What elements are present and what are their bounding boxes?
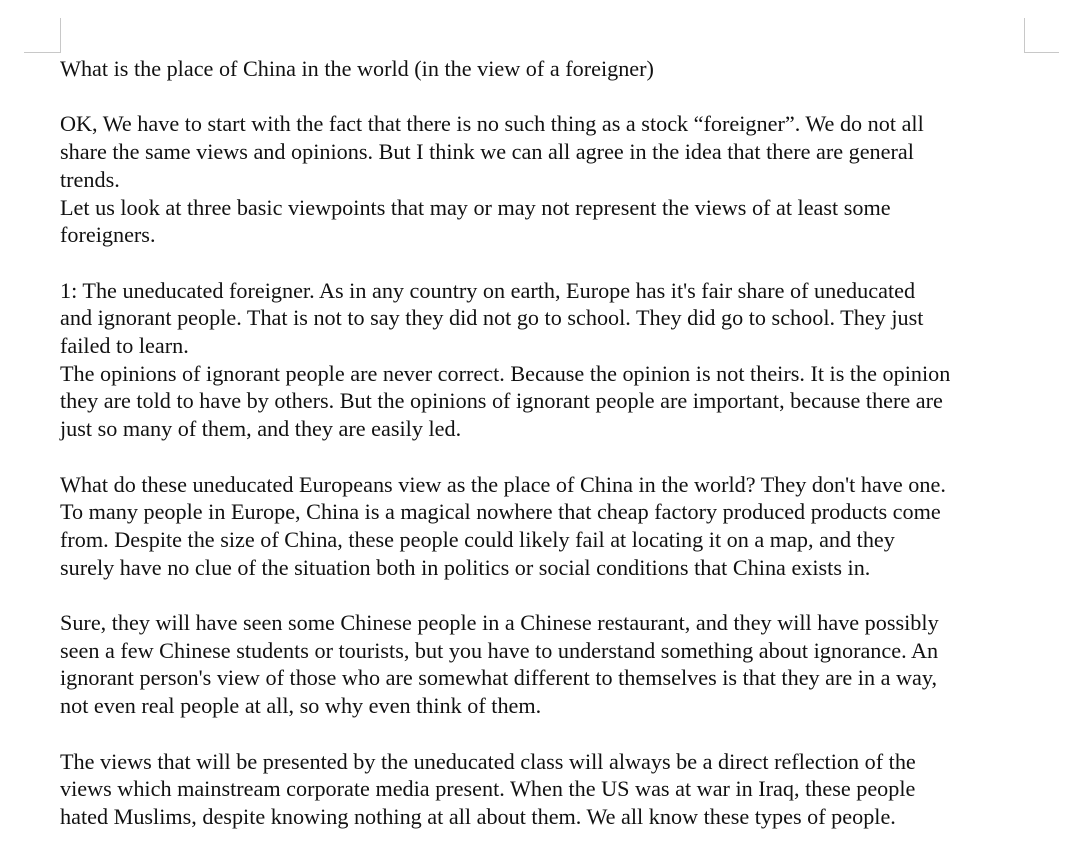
text-line: What do these uneducated Europeans view as the place of China in the world? They don't have one. — [60, 471, 946, 497]
text-line: trends. — [60, 166, 120, 192]
text-line: share the same views and opinions. But I think we can all agree in the idea that there are general — [60, 139, 914, 165]
paragraph — [60, 360, 1028, 443]
text-line: seen a few Chinese students or tourists, but you have to understand something about ignorance. An — [60, 637, 939, 663]
document-body[interactable] — [60, 55, 1028, 831]
paragraph — [60, 471, 1028, 582]
text-line: surely have no clue of the situation both in politics or social conditions that China exists in. — [60, 554, 871, 580]
text-line: and ignorant people. That is not to say they did not go to school. They did go to school. They just — [60, 305, 924, 331]
blank-line — [60, 249, 1028, 277]
text-line: not even real people at all, so why even think of them. — [60, 693, 542, 719]
paragraph — [60, 194, 1028, 249]
text-line: failed to learn. — [60, 333, 189, 358]
blank-line — [60, 720, 1028, 748]
blank-line — [60, 443, 1028, 471]
text-line: from. Despite the size of China, these people could likely fail at locating it on a map, and they — [60, 526, 895, 552]
text-line: just so many of them, and they are easily led. — [60, 416, 462, 442]
paragraph — [60, 609, 1028, 720]
paragraph — [60, 277, 1028, 360]
text-line: ignorant person's view of those who are somewhat different to themselves is that they are in a way, — [60, 665, 938, 691]
text-line: Sure, they will have seen some Chinese people in a Chinese restaurant, and they will have possibly — [60, 610, 939, 635]
text-line: Let us look at three basic viewpoints that may or may not represent the views of at least some — [60, 194, 891, 220]
margin-corner-top-left — [24, 18, 61, 53]
text-line: The views that will be presented by the uneducated class will always be a direct reflection of the — [60, 748, 916, 774]
document-title: What is the place of China in the world (in the view of a foreigner) — [60, 56, 654, 81]
text-line: OK, We have to start with the fact that there is no such thing as a stock “foreigner”. We do not all — [60, 111, 924, 137]
text-line: 1: The uneducated foreigner. As in any country on earth, Europe has it's fair share of uneducated — [60, 277, 916, 303]
text-line: The opinions of ignorant people are never correct. Because the opinion is not theirs. It is the opinion — [60, 360, 951, 386]
text-line: views which mainstream corporate media present. When the US was at war in Iraq, these people — [60, 776, 916, 802]
paragraph — [60, 110, 1028, 193]
text-line: To many people in Europe, China is a magical nowhere that cheap factory produced products come — [60, 499, 941, 525]
text-line: foreigners. — [60, 222, 156, 248]
blank-line — [60, 83, 1028, 111]
paragraph — [60, 748, 1028, 831]
text-line: hated Muslims, despite knowing nothing at all about them. We all know these types of people. — [60, 803, 896, 829]
text-line: they are told to have by others. But the opinions of ignorant people are important, because there are — [60, 388, 943, 414]
blank-line — [60, 581, 1028, 609]
margin-corner-top-right — [1024, 18, 1059, 53]
